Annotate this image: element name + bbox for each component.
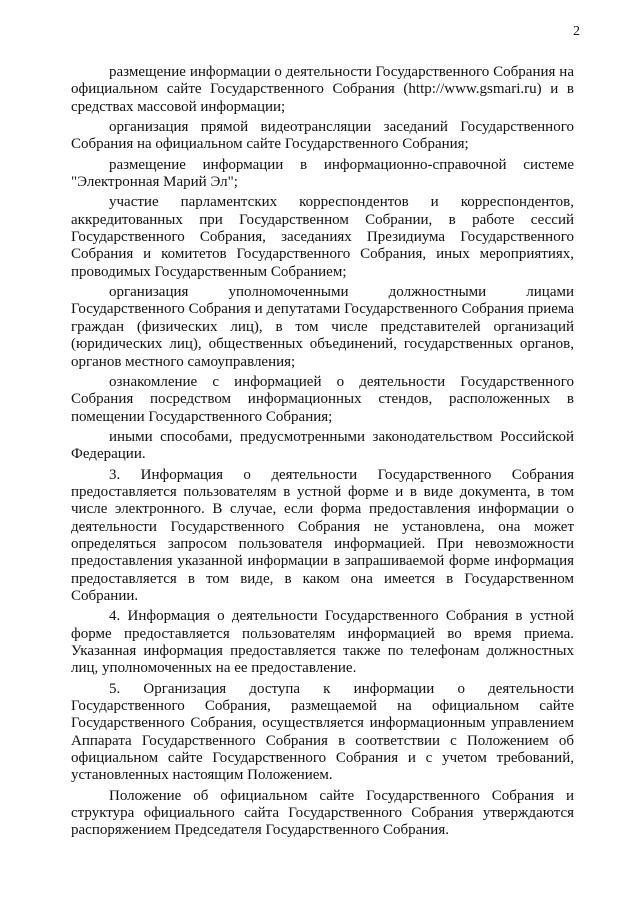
paragraph-citizen-reception: организация уполномоченными должностными лицами Государственного Собрания и депутатами Государственного Собрания приема граждан (физических лиц), в том числе представителей организаций (юридических лиц), общественных объединений, государственных органов, органов местного самоуправления;	[71, 284, 574, 370]
paragraph-clause-4: 4. Информация о деятельности Государственного Собрания в устной форме предоставляется пользователям информацией во время приема. Указанная информация предоставляется также по телефонам должностных лиц, уполномоченных на ее предоставление.	[71, 608, 574, 677]
paragraph-clause-3: 3. Информация о деятельности Государственного Собрания предоставляется пользователям в устной форме и в виде документа, в том числе электронного. В случае, если форма предоставления информации о деятельности Государственного Собрания не установлена, она может определяться запросом пользователя информацией. При невозможности предоставления указанной информации в запрашиваемой форме информация предоставляется в том виде, в каком она имеется в Государственном Собрании.	[71, 466, 574, 604]
paragraph-clause-5: 5. Организация доступа к информации о деятельности Государственного Собрания, размещаемой на официальном сайте Государственного Собрания, осуществляется информационным управлением Аппарата Государственного Собрания в соответствии с Положением об официальном сайте Государственного Собрания и с учетом требований, установленных настоящим Положением.	[71, 680, 574, 784]
paragraph-info-system: размещение информации в информационно-справочной системе "Электронная Марий Эл";	[71, 156, 574, 191]
paragraph-correspondents: участие парламентских корреспондентов и корреспондентов, аккредитованных при Государственном Собрании, в работе сессий Государственного Собрания, заседаниях Президиума Государственного Собрания и комитетов Государственного Собрания, иных мероприятиях, проводимых Государственным Собранием;	[71, 194, 574, 280]
paragraph-website-publication: размещение информации о деятельности Государственного Собрания на официальном сайте Государственного Собрания (http://www.gsmari.ru) и в средствах массовой информации;	[71, 64, 574, 115]
paragraph-other-methods: иными способами, предусмотренными законодательством Российской Федерации.	[71, 428, 574, 463]
document-body	[71, 64, 574, 843]
paragraph-website-regulation: Положение об официальном сайте Государственного Собрания и структура официального сайта Государственного Собрания утверждаются распоряжением Председателя Государственного Собрания.	[71, 787, 574, 839]
page-number: 2	[573, 24, 580, 39]
paragraph-info-stands: ознакомление с информацией о деятельности Государственного Собрания посредством информационных стендов, расположенных в помещении Государственного Собрания;	[71, 373, 574, 425]
paragraph-video-broadcast: организация прямой видеотрансляции заседаний Государственного Собрания на официальном сайте Государственного Собрания;	[71, 119, 574, 153]
